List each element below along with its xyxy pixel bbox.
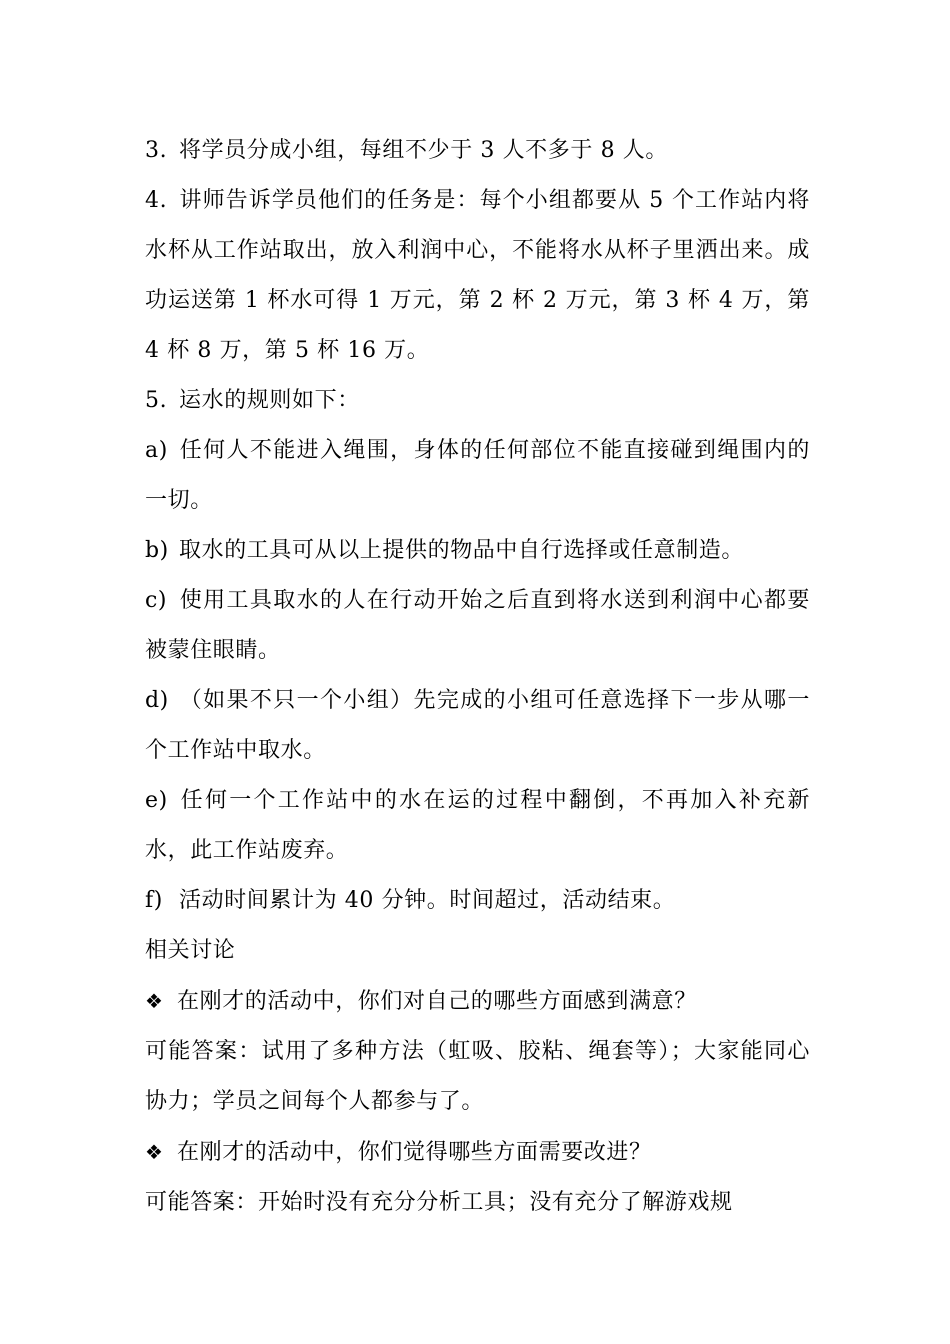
rule-text: 活动时间累计为 40 分钟。时间超过，活动结束。	[179, 888, 676, 913]
rule-label: e)	[145, 788, 168, 813]
step-text: 将学员分成小组，每组不少于 3 人不多于 8 人。	[179, 138, 668, 163]
rule-text: （如果不只一个小组）先完成的小组可任意选择下一步从哪一个工作站中取水。	[145, 688, 810, 763]
diamond-bullet-icon: ❖	[145, 1140, 164, 1164]
rule-label: b)	[145, 538, 169, 563]
step-5	[145, 376, 810, 426]
step-4	[145, 176, 810, 376]
rule-a	[145, 426, 810, 526]
step-text: 讲师告诉学员他们的任务是：每个小组都要从 5 个工作站内将水杯从工作站取出，放入利润中心，不能将水从杯子里洒出来。成功运送第 1 杯水可得 1 万元，第 2 杯 2 万元，第 3 杯 4 万，第 4 杯 8 万，第 5 杯 16 万。	[145, 188, 810, 363]
step-label: 3.	[145, 138, 168, 163]
rule-label: d)	[145, 688, 169, 713]
question-text: 在刚才的活动中，你们觉得哪些方面需要改进？	[177, 1140, 652, 1165]
diamond-bullet-icon: ❖	[145, 989, 164, 1013]
document-body	[145, 126, 810, 1228]
discussion-question	[145, 1127, 810, 1178]
discussion-answer: 可能答案：试用了多种方法（虹吸、胶粘、绳套等）；大家能同心协力；学员之间每个人都参与了。	[145, 1039, 810, 1114]
rule-text: 使用工具取水的人在行动开始之后直到将水送到利润中心都要被蒙住眼睛。	[145, 588, 810, 663]
rule-text: 取水的工具可从以上提供的物品中自行选择或任意制造。	[179, 538, 745, 563]
section-title: 相关讨论	[145, 938, 236, 963]
rule-label: a)	[145, 438, 168, 463]
rule-label: f)	[145, 888, 163, 913]
step-label: 5.	[145, 388, 168, 413]
discussion-answer: 可能答案：开始时没有充分分析工具；没有充分了解游戏规	[145, 1190, 733, 1215]
rule-d	[145, 676, 810, 776]
rule-label: c)	[145, 588, 168, 613]
step-3	[145, 126, 810, 176]
rule-b	[145, 526, 810, 576]
rule-e	[145, 776, 810, 876]
discussion-question	[145, 976, 810, 1027]
question-text: 在刚才的活动中，你们对自己的哪些方面感到满意？	[177, 989, 697, 1014]
rule-c	[145, 576, 810, 676]
step-label: 4.	[145, 188, 168, 213]
step-text: 运水的规则如下：	[179, 388, 360, 413]
rule-text: 任何人不能进入绳围，身体的任何部位不能直接碰到绳围内的一切。	[145, 438, 810, 513]
rule-text: 任何一个工作站中的水在运的过程中翻倒，不再加入补充新水，此工作站废弃。	[145, 788, 810, 863]
rule-f	[145, 876, 810, 926]
